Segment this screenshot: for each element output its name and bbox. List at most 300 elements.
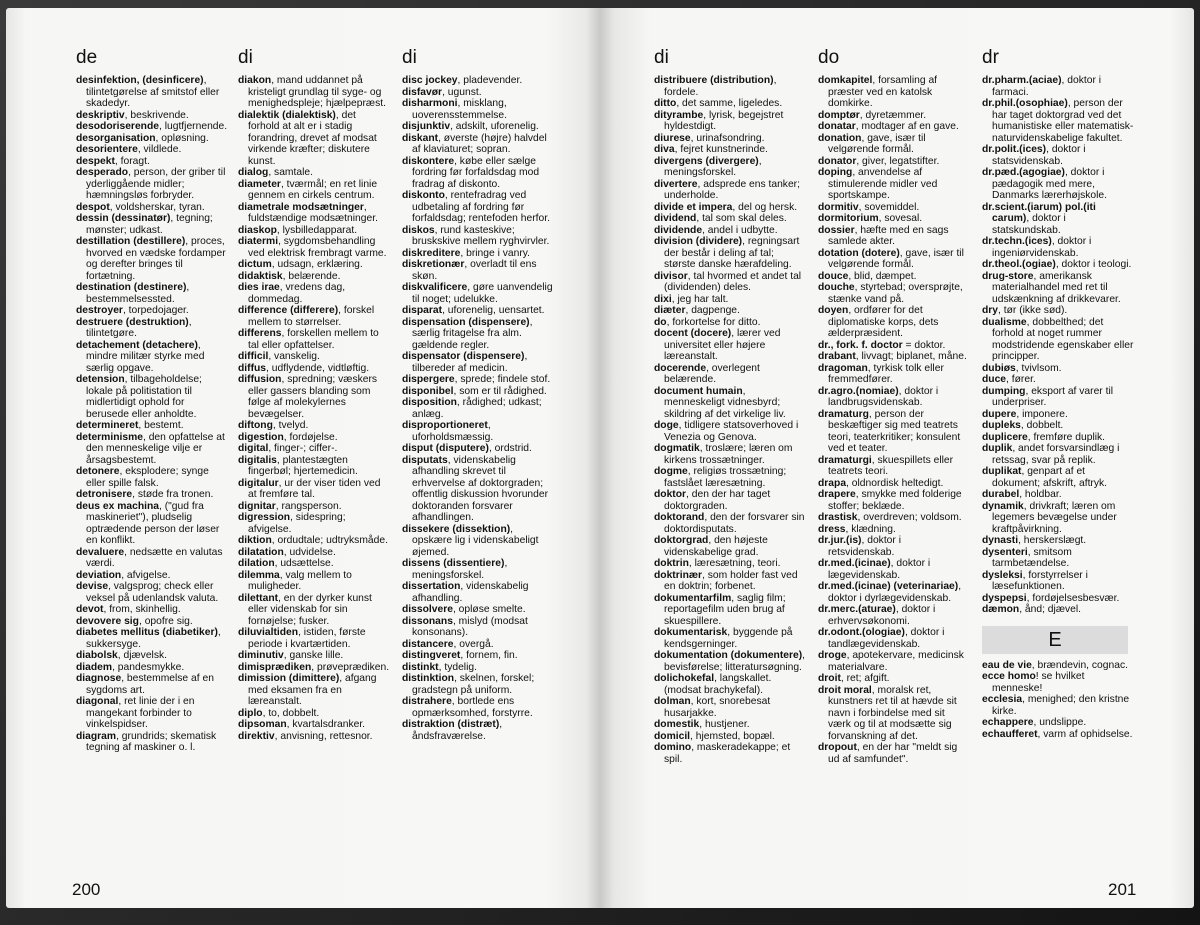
dictionary-entry bbox=[818, 213, 970, 225]
entry-term: disparat bbox=[402, 305, 443, 316]
entry-definition: , tilbereder af medicin. bbox=[412, 351, 528, 374]
entry-definition: , andet forsvarsindlæg i retssag, svar på replik. bbox=[992, 443, 1120, 466]
entry-definition: , en der dyrker kunst eller videnskab for sin fornøjelse; fusker. bbox=[248, 592, 372, 627]
entry-term: distraktion (distræt) bbox=[402, 719, 500, 730]
entry-definition: , uforenelig, uensartet. bbox=[442, 305, 545, 316]
entry-term: dualisme bbox=[982, 316, 1027, 328]
entry-definition: , fuldstændige modsætninger. bbox=[248, 201, 378, 224]
entry-definition: , plantestægten fingerbøl; hjertemedicin. bbox=[248, 454, 358, 477]
entry-term: diurese bbox=[654, 132, 691, 144]
dictionary-entry bbox=[818, 489, 970, 512]
column-head: di bbox=[238, 47, 253, 68]
dictionary-entry bbox=[982, 466, 1134, 489]
dictionary-entry bbox=[402, 87, 554, 99]
entry-term: distribuere (distribution) bbox=[654, 75, 774, 86]
entry-term: diskreditere bbox=[402, 247, 461, 259]
dictionary-entry bbox=[654, 98, 806, 110]
entry-term: digitalis bbox=[238, 454, 277, 466]
entry-term: distingveret bbox=[402, 650, 461, 661]
entry-term: domptør bbox=[818, 109, 860, 121]
entry-definition: , bestemt. bbox=[138, 420, 184, 431]
dictionary-entry bbox=[982, 167, 1134, 202]
entry-definition: , videnskabelig afhandling skrevet til erhvervelse af doktorgraden; offentlig diskussion hvorunder doktoranden forsvarer afhandlingen. bbox=[412, 454, 549, 523]
entry-term: dotation (dotere) bbox=[818, 247, 900, 259]
entry-term: diffus bbox=[238, 362, 267, 374]
entry-term: dr.theol.(ogiae) bbox=[982, 259, 1056, 270]
entry-definition: , afgang med eksamen fra en læreanstalt. bbox=[248, 673, 377, 707]
entry-term: drapa bbox=[818, 477, 847, 489]
entry-definition: , eksplodere; synge eller spille falsk. bbox=[86, 466, 209, 489]
entry-definition: , djævelsk. bbox=[117, 650, 167, 661]
dictionary-entry bbox=[818, 386, 970, 409]
dictionary-entry bbox=[654, 535, 806, 558]
dictionary-entry bbox=[982, 363, 1134, 375]
entry-definition: , den højeste videnskabelige grad. bbox=[664, 535, 768, 558]
entry-term: digitalur bbox=[238, 477, 279, 489]
column-head: di bbox=[654, 47, 669, 68]
entry-term: dragoman bbox=[818, 362, 868, 374]
entry-definition: , urinafsondring. bbox=[690, 132, 765, 144]
entry-term: doping bbox=[818, 167, 853, 178]
entry-term: diæter bbox=[654, 305, 686, 316]
entry-term: dr.med.(icinae) (veterinariae) bbox=[818, 581, 959, 592]
entry-definition: , doktor i tandlægevidenskab. bbox=[828, 627, 945, 650]
entry-term: dramaturgi bbox=[818, 454, 872, 466]
entry-definition: , mislyd (modsat konsonans). bbox=[412, 615, 528, 638]
dictionary-entry bbox=[76, 731, 228, 754]
entry-definition: , som holder fast ved en doktrin; forbenet. bbox=[664, 569, 798, 592]
entry-term: distrahere bbox=[402, 696, 452, 707]
entry-term: dolman bbox=[654, 696, 691, 707]
entry-definition: , beskrivende. bbox=[124, 109, 189, 121]
entry-term: ecclesia bbox=[982, 694, 1023, 705]
dictionary-entry bbox=[402, 420, 554, 443]
entry-term: disproportioneret bbox=[402, 420, 488, 431]
dictionary-entry bbox=[654, 133, 806, 145]
entry-definition: , person der beskæftiger sig med teatrets teori, teaterkritiker; konsulent ved et teater. bbox=[828, 408, 961, 454]
entry-definition: , tydelig. bbox=[438, 661, 477, 673]
entry-definition: , saglig film; reportagefilm uden brug af skuespillere. bbox=[664, 592, 786, 627]
dictionary-entry bbox=[76, 202, 228, 214]
entry-term: dies irae bbox=[238, 282, 280, 293]
entry-definition: , langskallet. (modsat brachykefal). bbox=[664, 673, 772, 696]
entry-list bbox=[982, 660, 1134, 741]
dictionary-entry bbox=[982, 374, 1134, 386]
entry-term: desinfektion, (desinficere) bbox=[76, 75, 204, 86]
entry-definition: , opofre sig. bbox=[138, 615, 193, 627]
dictionary-entry bbox=[238, 75, 390, 110]
entry-definition: , støde fra tronen. bbox=[132, 489, 214, 500]
entry-term: disharmoni bbox=[402, 98, 458, 109]
entry-term: dispensation (dispensere) bbox=[402, 316, 530, 328]
entry-definition: , person, der griber til yderliggående midler; hæmningsløs forbryder. bbox=[86, 167, 226, 201]
entry-term: dilation bbox=[238, 558, 275, 569]
dictionary-entry bbox=[818, 156, 970, 168]
entry-term: division (dividere) bbox=[654, 236, 743, 247]
entry-list bbox=[402, 75, 554, 742]
entry-definition: , holdbar. bbox=[1019, 489, 1062, 500]
entry-term: do bbox=[654, 316, 667, 328]
entry-definition: , fører. bbox=[1006, 374, 1036, 385]
dictionary-entry bbox=[238, 708, 390, 720]
entry-term: detonere bbox=[76, 466, 120, 477]
entry-definition: , religiøs trossætning; fastslået læresætning. bbox=[664, 466, 787, 489]
entry-definition: , tidligere statsoverhoved i Venezia og Genova. bbox=[664, 420, 799, 443]
entry-definition: , udsagn, erklæring. bbox=[271, 259, 363, 270]
entry-term: dr.polit.(ices) bbox=[982, 144, 1047, 155]
entry-definition: , person der har taget doktorgrad ved det humanistiske eller matematisk-naturvidenskabelige fakultet. bbox=[992, 98, 1134, 144]
entry-term: donation bbox=[818, 132, 862, 144]
entry-definition: , ordudtale; udtryksmåde. bbox=[271, 535, 388, 546]
column-6 bbox=[982, 46, 1134, 740]
entry-term: diskonto bbox=[402, 190, 445, 201]
entry-definition: , doktor i statsvidenskab. bbox=[992, 144, 1086, 167]
entry-definition: , proces, hvorved en vædske fordamper og derefter bringes til fortætning. bbox=[86, 236, 226, 282]
dictionary-entry bbox=[654, 570, 806, 593]
dictionary-entry bbox=[818, 202, 970, 214]
dictionary-entry bbox=[76, 282, 228, 305]
entry-definition: , bestemmelse af en sygdoms art. bbox=[86, 673, 214, 696]
entry-term: dissekere (dissektion) bbox=[402, 523, 511, 535]
entry-definition: , dobbelthed; det forhold at noget rummer modstridende egenskaber eller principper. bbox=[992, 316, 1134, 362]
entry-definition: , rådighed; udkast; anlæg. bbox=[412, 397, 542, 420]
column-head: do bbox=[818, 47, 840, 68]
entry-definition: , doktor i landbrugsvidenskab. bbox=[828, 385, 939, 408]
dictionary-entry bbox=[76, 466, 228, 489]
entry-term: document humain bbox=[654, 385, 743, 397]
dictionary-entry bbox=[238, 662, 390, 674]
entry-list bbox=[238, 75, 390, 742]
entry-definition: , genpart af et dokument; afskrift, aftryk. bbox=[992, 466, 1108, 489]
entry-definition: , forkortelse for ditto. bbox=[666, 316, 761, 328]
entry-term: dispensator (dispensere) bbox=[402, 351, 525, 362]
entry-term: desodoriserende bbox=[76, 121, 159, 132]
dictionary-entry bbox=[654, 75, 806, 98]
dictionary-entry bbox=[76, 547, 228, 570]
dictionary-entry bbox=[76, 673, 228, 696]
entry-term: doktrin bbox=[654, 558, 689, 569]
dictionary-entry bbox=[654, 156, 806, 179]
dictionary-entry bbox=[654, 673, 806, 696]
entry-definition: , maskeradekappe; et spil. bbox=[664, 742, 791, 765]
entry-term: detronisere bbox=[76, 489, 133, 500]
entry-definition: , ordstrid. bbox=[488, 443, 532, 454]
entry-term: domkapitel bbox=[818, 75, 873, 86]
dictionary-entry bbox=[76, 374, 228, 420]
dictionary-entry bbox=[402, 248, 554, 260]
entry-definition: , tal som skal deles. bbox=[696, 213, 787, 224]
dictionary-entry bbox=[982, 443, 1134, 466]
entry-term: dityrambe bbox=[654, 109, 704, 121]
entry-definition: , tilintetgørelse af smitstof eller skadedyr. bbox=[86, 75, 220, 109]
dictionary-entry bbox=[402, 282, 554, 305]
entry-term: dr.scient.(iarum) pol.(iti carum) bbox=[982, 201, 1096, 224]
entry-term: diatermi bbox=[238, 236, 279, 247]
entry-definition: , fornem, fin. bbox=[460, 650, 518, 661]
entry-definition: , smitsom tarmbetændelse. bbox=[992, 546, 1072, 569]
entry-term: drug-store bbox=[982, 270, 1034, 282]
dictionary-entry bbox=[76, 501, 228, 547]
entry-definition: , to, dobbelt. bbox=[262, 707, 320, 719]
entry-definition: , doktor i retsvidenskab. bbox=[828, 535, 901, 558]
entry-definition: , skelnen, forskel; gradstegn på uniform. bbox=[412, 673, 535, 696]
entry-definition: , sprede; findele stof. bbox=[454, 374, 551, 385]
dictionary-entry bbox=[982, 501, 1134, 536]
entry-definition: , dagpenge. bbox=[685, 305, 740, 316]
dictionary-entry bbox=[402, 156, 554, 191]
entry-definition: , lærer ved universitet eller højere læreanstalt. bbox=[664, 328, 781, 362]
entry-definition: , pladevender. bbox=[457, 75, 523, 86]
entry-term: diametrale modsætninger bbox=[238, 201, 364, 213]
entry-definition: , det forhold at alt er i stadig forandring, drevet af modsat virkende kræfter; diskutere kunst. bbox=[248, 109, 377, 167]
entry-definition: , sidespring; afvigelse. bbox=[248, 512, 346, 535]
entry-definition: , doktor i lægevidenskab. bbox=[828, 558, 931, 581]
entry-term: disfavør bbox=[402, 86, 443, 98]
dictionary-entry bbox=[402, 225, 554, 248]
dictionary-entry bbox=[654, 489, 806, 512]
dictionary-entry bbox=[238, 420, 390, 432]
entry-term: detension bbox=[76, 374, 125, 385]
dictionary-entry bbox=[76, 305, 228, 317]
entry-definition: , herskerslægt. bbox=[1018, 535, 1087, 546]
dictionary-entry bbox=[818, 282, 970, 305]
dictionary-entry bbox=[76, 627, 228, 650]
dictionary-entry bbox=[76, 650, 228, 662]
dictionary-entry bbox=[654, 294, 806, 306]
entry-term: doge bbox=[654, 420, 679, 431]
dictionary-entry bbox=[76, 156, 228, 168]
dictionary-entry bbox=[238, 593, 390, 628]
dictionary-entry bbox=[76, 236, 228, 282]
entry-definition: , istiden, første periode i kvartærtiden. bbox=[248, 627, 366, 650]
dictionary-entry bbox=[982, 75, 1134, 98]
entry-term: dysleksi bbox=[982, 569, 1023, 581]
dictionary-entry bbox=[402, 75, 554, 87]
entry-term: echaufferet bbox=[982, 728, 1038, 740]
dictionary-entry bbox=[76, 489, 228, 501]
entry-term: dr.phil.(osophiae) bbox=[982, 98, 1068, 109]
dictionary-entry bbox=[402, 616, 554, 639]
dictionary-entry bbox=[402, 121, 554, 133]
dictionary-entry bbox=[982, 202, 1134, 237]
dictionary-entry bbox=[238, 547, 390, 559]
entry-definition: , forskel mellem to størrelser. bbox=[248, 305, 375, 328]
dictionary-entry bbox=[238, 167, 390, 179]
entry-definition: , tilintetgøre. bbox=[86, 316, 192, 339]
entry-definition: , tal hvormed et andet tal (dividenden) deles. bbox=[664, 270, 802, 293]
entry-definition: , doktor i dyrlægevidenskab. bbox=[828, 581, 962, 604]
entry-definition: , den der forsvarer sin doktordisputats. bbox=[664, 512, 805, 535]
dictionary-entry bbox=[238, 673, 390, 708]
dictionary-entry bbox=[238, 110, 390, 168]
dictionary-entry bbox=[818, 512, 970, 524]
dictionary-entry bbox=[818, 524, 970, 536]
entry-definition: , tvelyd. bbox=[272, 420, 309, 431]
entry-term: dissonans bbox=[402, 615, 453, 627]
entry-definition: , købe eller sælge fordring før forfaldsdag mod fradrag af diskonto. bbox=[412, 155, 540, 190]
entry-definition: , bringe i vanry. bbox=[460, 247, 531, 259]
entry-term: dessin (dessinatør) bbox=[76, 213, 171, 224]
entry-term: dr.pharm.(aciae) bbox=[982, 75, 1062, 86]
dictionary-entry bbox=[76, 581, 228, 604]
entry-definition: , styrtebad; oversprøjte, stænke vand på. bbox=[828, 282, 963, 305]
dictionary-entry bbox=[818, 535, 970, 558]
entry-list bbox=[982, 75, 1134, 616]
entry-definition: , belærende. bbox=[282, 270, 341, 282]
entry-term: dynamik bbox=[982, 500, 1024, 512]
entry-term: devise bbox=[76, 581, 109, 592]
dictionary-entry bbox=[76, 662, 228, 674]
entry-definition: , meningsforskel. bbox=[664, 155, 762, 178]
entry-term: dogmatik bbox=[654, 443, 700, 454]
entry-definition: , rangsperson. bbox=[275, 500, 342, 512]
dictionary-entry bbox=[818, 455, 970, 478]
entry-term: dynasti bbox=[982, 535, 1019, 546]
entry-definition: , opskære lig i videnskabeligt øjemed. bbox=[412, 523, 539, 558]
entry-definition: , grundrids; skematisk tegning af maskiner o. l. bbox=[86, 730, 217, 753]
dictionary-entry bbox=[238, 202, 390, 225]
dictionary-entry bbox=[238, 443, 390, 455]
dictionary-entry bbox=[982, 604, 1134, 616]
entry-definition: , åndsfraværelse. bbox=[412, 719, 503, 742]
entry-definition: , dobbelt. bbox=[1020, 420, 1064, 431]
entry-definition: , opløse smelte. bbox=[452, 604, 526, 615]
dictionary-entry bbox=[238, 351, 390, 363]
dictionary-entry bbox=[76, 167, 228, 202]
dictionary-entry bbox=[238, 328, 390, 351]
entry-definition: , overgå. bbox=[453, 638, 494, 650]
entry-term: dr., fork. f. doctor bbox=[818, 339, 903, 351]
entry-definition: , anvendelse af stimulerende midler ved sportskampe. bbox=[828, 167, 938, 201]
dictionary-entry bbox=[654, 627, 806, 650]
dictionary-entry bbox=[76, 110, 228, 122]
entry-term: dupere bbox=[982, 408, 1017, 420]
dictionary-entry bbox=[654, 558, 806, 570]
entry-definition: , opløsning. bbox=[155, 132, 209, 144]
entry-term: dipsoman bbox=[238, 719, 287, 730]
dictionary-entry bbox=[402, 650, 554, 662]
entry-term: douce bbox=[818, 270, 849, 282]
dictionary-entry bbox=[238, 432, 390, 444]
entry-definition: , giver, legatstifter. bbox=[856, 155, 940, 167]
entry-term: droit bbox=[818, 673, 841, 684]
entry-term: doktorand bbox=[654, 512, 705, 523]
entry-definition: , doktor i farmaci. bbox=[992, 75, 1102, 98]
entry-term: doktrinær bbox=[654, 569, 703, 581]
entry-definition: , sovemiddel. bbox=[858, 201, 920, 213]
entry-definition: , byggende på kendsgerninger. bbox=[664, 627, 793, 650]
entry-definition: , ordfører for det diplomatiske korps, dets ælderpræsident. bbox=[828, 305, 939, 339]
entry-term: dokumentarfilm bbox=[654, 592, 732, 604]
entry-definition: , skuespillets eller teatrets teori. bbox=[828, 454, 954, 477]
dictionary-entry bbox=[238, 455, 390, 478]
entry-term: disc jockey bbox=[402, 75, 458, 86]
entry-definition: , vredens dag, dommedag. bbox=[248, 282, 346, 305]
entry-definition: , anvisning, rettesnor. bbox=[274, 730, 373, 742]
entry-term: devot bbox=[76, 604, 104, 615]
entry-definition: , tværmål; en ret linie gennem en cirkels centrum. bbox=[248, 178, 378, 201]
entry-term: dolichokefal bbox=[654, 673, 715, 684]
entry-term: diva bbox=[654, 144, 675, 155]
dictionary-entry bbox=[654, 719, 806, 731]
dictionary-entry bbox=[818, 167, 970, 202]
entry-term: doktorgrad bbox=[654, 535, 709, 546]
entry-term: dissolvere bbox=[402, 604, 453, 615]
dictionary-entry bbox=[238, 558, 390, 570]
dictionary-entry bbox=[654, 512, 806, 535]
entry-list bbox=[76, 75, 228, 754]
entry-definition: , forskellen mellem to tal eller opfattelser. bbox=[248, 328, 379, 351]
entry-term: dæmon bbox=[982, 604, 1020, 615]
entry-definition: , gøre uanvendelig til noget; udelukke. bbox=[412, 282, 553, 305]
entry-definition: , ("gud fra maskineriet"), pludselig optrædende person der løser en konflikt. bbox=[86, 500, 220, 546]
entry-definition: , valg mellem to muligheder. bbox=[248, 569, 352, 592]
entry-term: difference (differere) bbox=[238, 305, 339, 316]
entry-term: doktor bbox=[654, 489, 687, 500]
dictionary-entry bbox=[654, 363, 806, 386]
dictionary-entry bbox=[76, 75, 228, 110]
entry-definition: , ganske lille. bbox=[283, 650, 344, 661]
entry-definition: , fordøjelsesbesvær. bbox=[1026, 592, 1120, 604]
dictionary-entry bbox=[818, 340, 970, 352]
entry-definition: , tør (ikke sød). bbox=[998, 305, 1068, 316]
entry-term: dialektik (dialektisk) bbox=[238, 109, 336, 121]
dictionary-entry bbox=[654, 731, 806, 743]
entry-term: dr.odont.(ologiae) bbox=[818, 627, 905, 638]
entry-definition: ! se hvilket menneske! bbox=[992, 671, 1085, 694]
entry-definition: , som er til rådighed. bbox=[453, 385, 547, 397]
entry-term: desperado bbox=[76, 167, 129, 178]
dictionary-entry bbox=[982, 489, 1134, 501]
entry-definition: , hæfte med en sags samlede akter. bbox=[828, 224, 949, 247]
entry-definition: , bortlede ens opmærksomhed, forstyrre. bbox=[412, 696, 533, 719]
entry-term: eau de vie bbox=[982, 659, 1032, 671]
entry-term: dormitiv bbox=[818, 201, 859, 213]
entry-definition: , tegning; mønster; udkast. bbox=[86, 213, 213, 236]
dictionary-entry bbox=[654, 179, 806, 202]
entry-term: drastisk bbox=[818, 512, 858, 523]
section-letter: E bbox=[982, 626, 1128, 654]
entry-definition: , lyrisk, begejstret hyldestdigt. bbox=[664, 109, 784, 132]
entry-definition: , rentefradrag ved udbetaling af fordring før forfaldsdag; rentefoden herfor. bbox=[412, 190, 550, 224]
column-4 bbox=[654, 46, 806, 765]
entry-definition: , uforholdsmæssig. bbox=[412, 420, 494, 443]
dictionary-entry bbox=[654, 420, 806, 443]
entry-definition: , sukkersyge. bbox=[86, 627, 221, 650]
entry-term: dr.med.(icinae) bbox=[818, 558, 891, 569]
entry-term: destination (destinere) bbox=[76, 282, 187, 293]
entry-term: dokumentarisk bbox=[654, 627, 728, 638]
entry-term: duplikat bbox=[982, 466, 1022, 477]
dictionary-entry bbox=[76, 213, 228, 236]
entry-term: disposition bbox=[402, 397, 457, 408]
dictionary-entry bbox=[402, 443, 554, 455]
entry-definition: , fremføre duplik. bbox=[1027, 431, 1106, 443]
entry-definition: , samtale. bbox=[268, 167, 313, 178]
dictionary-entry bbox=[818, 558, 970, 581]
entry-definition: , doktor i teologi. bbox=[1055, 259, 1132, 270]
entry-term: durabel bbox=[982, 489, 1020, 500]
entry-definition: , modtager af en gave. bbox=[855, 121, 959, 132]
dictionary-entry bbox=[76, 144, 228, 156]
dictionary-entry bbox=[238, 478, 390, 501]
entry-term: docerende bbox=[654, 362, 707, 374]
entry-term: disjunktiv bbox=[402, 121, 451, 132]
dictionary-entry bbox=[982, 570, 1134, 593]
entry-definition: , doktor i ingeniørvidenskab. bbox=[992, 236, 1092, 259]
column-1 bbox=[76, 46, 228, 754]
entry-term: dr.pæd.(agogiae) bbox=[982, 167, 1065, 178]
